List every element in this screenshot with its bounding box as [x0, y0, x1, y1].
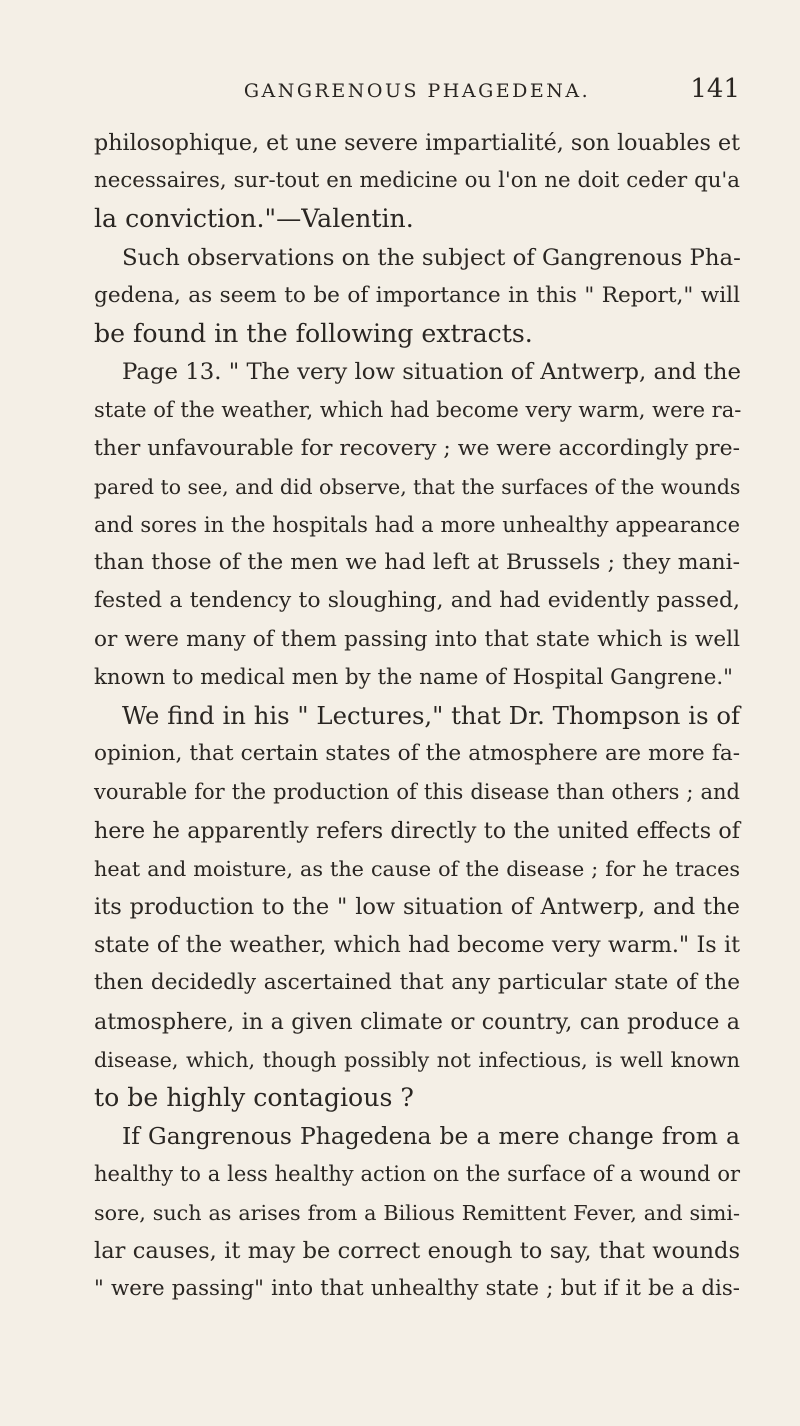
text-line: than those of the men we had left at Brussels ; they mani-: [94, 550, 740, 576]
text-line: state of the weather, which had become very warm, were ra-: [94, 398, 742, 423]
text-line: opinion, that certain states of the atmosphere are more fa-: [94, 741, 740, 767]
body-text: [94, 124, 740, 1308]
text-line: heat and moisture, as the cause of the disease ; for he traces: [94, 856, 740, 881]
text-line: lar causes, it may be correct enough to say, that wounds: [94, 1237, 740, 1264]
text-line: Such observations on the subject of Gangrenous Pha-: [122, 244, 741, 271]
text-line: be found in the following extracts.: [94, 319, 533, 349]
text-line: Page 13. " The very low situation of Antwerp, and the: [122, 359, 741, 386]
text-line: gedena, as seem to be of importance in this " Report," will: [94, 282, 740, 308]
text-line: here he apparently refers directly to the united effects of: [94, 817, 740, 844]
text-line: vourable for the production of this disease than others ; and: [94, 780, 740, 805]
text-line: necessaires, sur-tout en medicine ou l'on ne doit ceder qu'a: [94, 168, 740, 194]
text-line: then decidedly ascertained that any particular state of the: [94, 970, 740, 996]
text-line: atmosphere, in a given climate or country, can produce a: [94, 1008, 740, 1035]
text-line: " were passing" into that unhealthy state ; but if it be a dis-: [94, 1276, 740, 1302]
text-line: to be highly contagious ?: [94, 1083, 414, 1113]
text-line: If Gangrenous Phagedena be a mere change from a: [122, 1122, 740, 1151]
text-line: and sores in the hospitals had a more unhealthy appearance: [94, 513, 740, 538]
page-number: 141: [690, 74, 740, 104]
text-line: disease, which, though possibly not infectious, is well known: [94, 1047, 740, 1072]
text-line: or were many of them passing into that state which is well: [94, 626, 740, 652]
text-line: philosophique, et une severe impartialité, son louables et: [94, 130, 740, 156]
running-head: [94, 74, 740, 110]
text-line: ther unfavourable for recovery ; we were accordingly pre-: [94, 435, 740, 461]
text-line: sore, such as arises from a Bilious Remittent Fever, and simi-: [94, 1200, 740, 1225]
text-line: la conviction."—Valentin.: [94, 204, 414, 234]
text-line: known to medical men by the name of Hospital Gangrene.": [94, 664, 733, 690]
text-line: state of the weather, which had become very warm." Is it: [94, 932, 740, 959]
text-line: fested a tendency to sloughing, and had evidently passed,: [94, 588, 740, 614]
text-line: pared to see, and did observe, that the surfaces of the wounds: [94, 474, 741, 499]
running-title: GANGRENOUS PHAGEDENA.: [243, 80, 591, 102]
text-line: We find in his " Lectures," that Dr. Thompson is of: [122, 701, 740, 731]
text-line: healthy to a less healthy action on the surface of a wound or: [94, 1162, 740, 1187]
text-line: its production to the " low situation of Antwerp, and the: [94, 894, 740, 921]
